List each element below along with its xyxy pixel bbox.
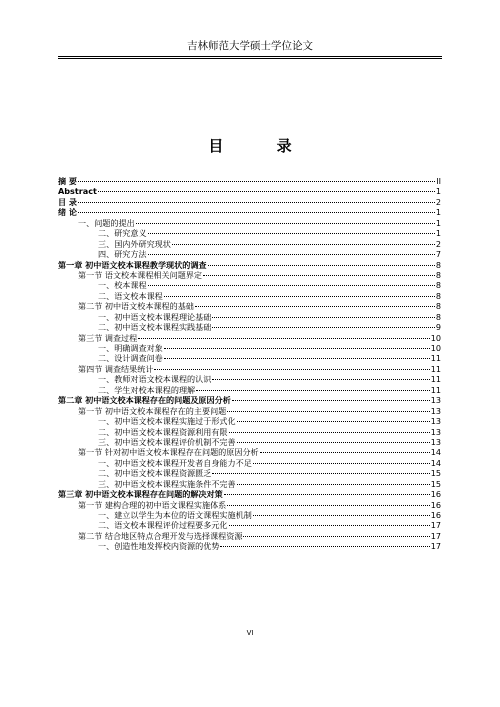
toc-leader-dots: [172, 244, 435, 245]
toc-leader-dots: [232, 400, 430, 401]
page-number: VI: [246, 629, 254, 637]
toc-leader-dots: [212, 473, 429, 474]
toc-entry[interactable]: [58, 479, 441, 489]
toc-leader-dots: [253, 515, 430, 516]
toc-leader-dots: [98, 191, 435, 192]
running-header: 吉林师范大学硕士学位论文: [58, 38, 442, 57]
toc-entry[interactable]: [58, 520, 441, 530]
toc-entry-page: 10: [430, 343, 441, 353]
toc-entry-page: 9: [435, 322, 441, 333]
toc-leader-dots: [227, 505, 429, 506]
toc-entry[interactable]: [58, 343, 441, 353]
toc-entry-page: 11: [430, 384, 441, 395]
toc-entry[interactable]: [58, 291, 441, 301]
toc-entry-label: 三、初中语文校本课程评价机制不完善: [98, 436, 236, 447]
toc-entry-page: 11: [430, 363, 441, 374]
toc-entry[interactable]: [58, 395, 441, 405]
toc-entry-label: 一、校本课程: [98, 280, 147, 291]
toc-entry-label: 第一节 针对初中语文校本课程存在问题的原因分析: [78, 447, 259, 458]
toc-entry-page: 13: [430, 436, 441, 447]
toc-entry-label: 二、学生对校本课程的理解: [98, 384, 196, 395]
toc-leader-dots: [229, 525, 430, 526]
toc-entry-page: 13: [430, 395, 441, 406]
toc-leader-dots: [212, 317, 435, 318]
toc-entry[interactable]: [58, 510, 441, 520]
toc-entry[interactable]: [58, 218, 441, 228]
toc-entry-page: 14: [430, 447, 441, 458]
toc-entry-label: 二、初中语文校本课程实践基础: [98, 322, 212, 333]
toc-entry-page: 8: [435, 280, 441, 291]
toc-leader-dots: [148, 233, 435, 234]
toc-leader-dots: [260, 452, 430, 453]
toc-entry-page: 13: [430, 405, 441, 416]
toc-entry-page: 1: [435, 207, 441, 218]
toc-entry-label: 三、国内外研究现状: [98, 238, 171, 249]
toc-entry-label: 一、初中语文校本课程实施过于形式化: [98, 416, 236, 427]
toc-leader-dots: [212, 379, 429, 380]
toc-leader-dots: [78, 202, 435, 203]
toc-entry[interactable]: [58, 416, 441, 426]
toc-leader-dots: [253, 463, 430, 464]
toc-entry-label: 第三章 初中语文校本课程存在问题的解决对策: [58, 489, 223, 500]
toc-entry-label: 一、初中语文校本课程开发者自身能力不足: [98, 457, 252, 468]
toc-entry-label: 二、初中语文校本课程资源利用有限: [98, 426, 228, 437]
toc-entry-label: 第一节 建构合理的初中语文课程实施体系: [78, 499, 227, 510]
toc-entry[interactable]: [58, 322, 441, 332]
toc-entry[interactable]: [58, 364, 441, 374]
toc-entry-label: 一、明确调查对象: [98, 343, 163, 353]
toc-entry-page: 8: [435, 269, 441, 280]
toc-entry-page: 8: [435, 311, 441, 322]
toc-entry-page: 15: [430, 478, 441, 489]
toc-leader-dots: [208, 265, 435, 266]
toc-entry-page: 17: [430, 530, 441, 541]
toc-entry-label: 摘 要: [58, 176, 78, 186]
toc-leader-dots: [148, 285, 435, 286]
toc-entry-label: 一、初中语文校本课程理论基础: [98, 311, 212, 322]
toc-leader-dots: [195, 306, 435, 307]
toc-leader-dots: [138, 338, 429, 339]
toc-entry-label: 一、创造性地发挥校内资源的优势: [98, 541, 220, 552]
toc-entry-label: 二、初中语文校本课程资源匮乏: [98, 468, 212, 479]
toc-entry-label: 一、教师对语文校本课程的认识: [98, 374, 212, 385]
toc-entry-page: 13: [430, 426, 441, 437]
toc-entry-label: 目 录: [58, 196, 78, 207]
toc-entry[interactable]: [58, 541, 441, 551]
toc-entry-page: 16: [430, 489, 441, 500]
toc-entry-page: 14: [430, 457, 441, 468]
toc-entry-label: 二、设计调查问卷: [98, 353, 163, 364]
toc-entry-label: 绪 论: [58, 207, 78, 218]
toc-entry-label: 二、研究意义: [98, 228, 147, 239]
toc-entry-page: 8: [435, 290, 441, 301]
toc-entry[interactable]: [58, 447, 441, 457]
toc-entry-label: Abstract: [58, 186, 97, 197]
toc-entry[interactable]: [58, 228, 441, 238]
toc-entry-page: 11: [430, 353, 441, 364]
toc-entry-page: 16: [430, 499, 441, 510]
toc-entry-label: 二、语文校本课程评价过程要多元化: [98, 520, 228, 531]
toc-entry-page: 1: [435, 186, 441, 197]
toc-entry[interactable]: [58, 353, 441, 363]
toc-entry-page: 2: [435, 196, 441, 207]
toc-entry-label: 第三节 调查过程: [78, 332, 138, 343]
toc-entry[interactable]: [58, 197, 441, 207]
toc-entry-page: II: [436, 176, 441, 186]
toc-leader-dots: [237, 421, 430, 422]
toc-leader-dots: [136, 223, 435, 224]
toc-entry[interactable]: [58, 270, 441, 280]
toc-entry-label: 第一节 初中语文校本课程存在的主要问题: [78, 405, 227, 416]
toc-entry[interactable]: [58, 249, 441, 259]
toc-entry[interactable]: [58, 374, 441, 384]
toc-entry-page: 13: [430, 416, 441, 427]
table-of-contents: [58, 176, 441, 552]
toc-entry-label: 第二节 初中语文校本课程的基础: [78, 301, 194, 312]
toc-leader-dots: [78, 212, 435, 213]
toc-entry[interactable]: [58, 406, 441, 416]
toc-leader-dots: [78, 181, 435, 182]
toc-entry-page: 15: [430, 468, 441, 479]
toc-entry-page: 11: [430, 374, 441, 385]
toc-entry-page: 16: [430, 510, 441, 520]
toc-entry-page: 2: [435, 238, 441, 249]
toc-entry-label: 一、建立以学生为本位的语文课程实施机制: [98, 510, 252, 520]
toc-leader-dots: [203, 275, 435, 276]
toc-leader-dots: [164, 358, 430, 359]
toc-entry-label: 二、语文校本课程: [98, 290, 163, 301]
header-rule: [58, 58, 442, 59]
toc-entry-page: 7: [435, 249, 441, 260]
toc-entry-label: 第一章 初中语文校本课程教学现状的调查: [58, 259, 207, 270]
toc-entry[interactable]: [58, 301, 441, 311]
toc-leader-dots: [164, 296, 435, 297]
toc-leader-dots: [237, 442, 430, 443]
toc-leader-dots: [237, 484, 430, 485]
toc-entry-page: 1: [435, 217, 441, 228]
toc-entry-page: 8: [435, 259, 441, 270]
toc-entry[interactable]: [58, 312, 441, 322]
toc-entry[interactable]: [58, 239, 441, 249]
toc-entry[interactable]: [58, 333, 441, 343]
toc-entry[interactable]: [58, 500, 441, 510]
toc-entry[interactable]: [58, 207, 441, 217]
toc-entry-label: 三、初中语文校本课程实施条件不完善: [98, 478, 236, 489]
toc-entry[interactable]: [58, 186, 441, 196]
toc-entry-label: 四、研究方法: [98, 249, 147, 260]
toc-leader-dots: [164, 348, 430, 349]
toc-entry-page: 17: [430, 541, 441, 552]
toc-leader-dots: [154, 369, 429, 370]
toc-entry-label: 第四节 调查结果统计: [78, 363, 154, 374]
toc-entry[interactable]: [58, 176, 441, 186]
toc-entry-label: 第二节 结合地区特点合理开发与选择课程资源: [78, 530, 243, 541]
toc-entry[interactable]: [58, 531, 441, 541]
toc-entry-label: 第二章 初中语文校本课程存在的问题及原因分析: [58, 395, 231, 406]
toc-entry-page: 1: [435, 228, 441, 239]
toc-entry[interactable]: [58, 458, 441, 468]
toc-title: 目 录: [208, 137, 316, 155]
toc-leader-dots: [212, 327, 435, 328]
toc-entry[interactable]: [58, 427, 441, 437]
toc-entry[interactable]: [58, 468, 441, 478]
toc-entry-page: 17: [430, 520, 441, 531]
toc-leader-dots: [148, 254, 435, 255]
toc-leader-dots: [220, 546, 429, 547]
toc-leader-dots: [243, 536, 429, 537]
toc-entry[interactable]: [58, 385, 441, 395]
toc-entry[interactable]: [58, 489, 441, 499]
toc-leader-dots: [227, 411, 429, 412]
toc-leader-dots: [196, 390, 430, 391]
toc-entry[interactable]: [58, 437, 441, 447]
toc-entry[interactable]: [58, 260, 441, 270]
toc-leader-dots: [229, 432, 430, 433]
toc-leader-dots: [224, 494, 430, 495]
toc-entry-page: 8: [435, 301, 441, 312]
toc-entry-label: 一、问题的提出: [78, 217, 135, 228]
toc-entry[interactable]: [58, 280, 441, 290]
toc-entry-page: 10: [430, 332, 441, 343]
toc-entry-label: 第一节 语文校本课程相关问题界定: [78, 269, 202, 280]
